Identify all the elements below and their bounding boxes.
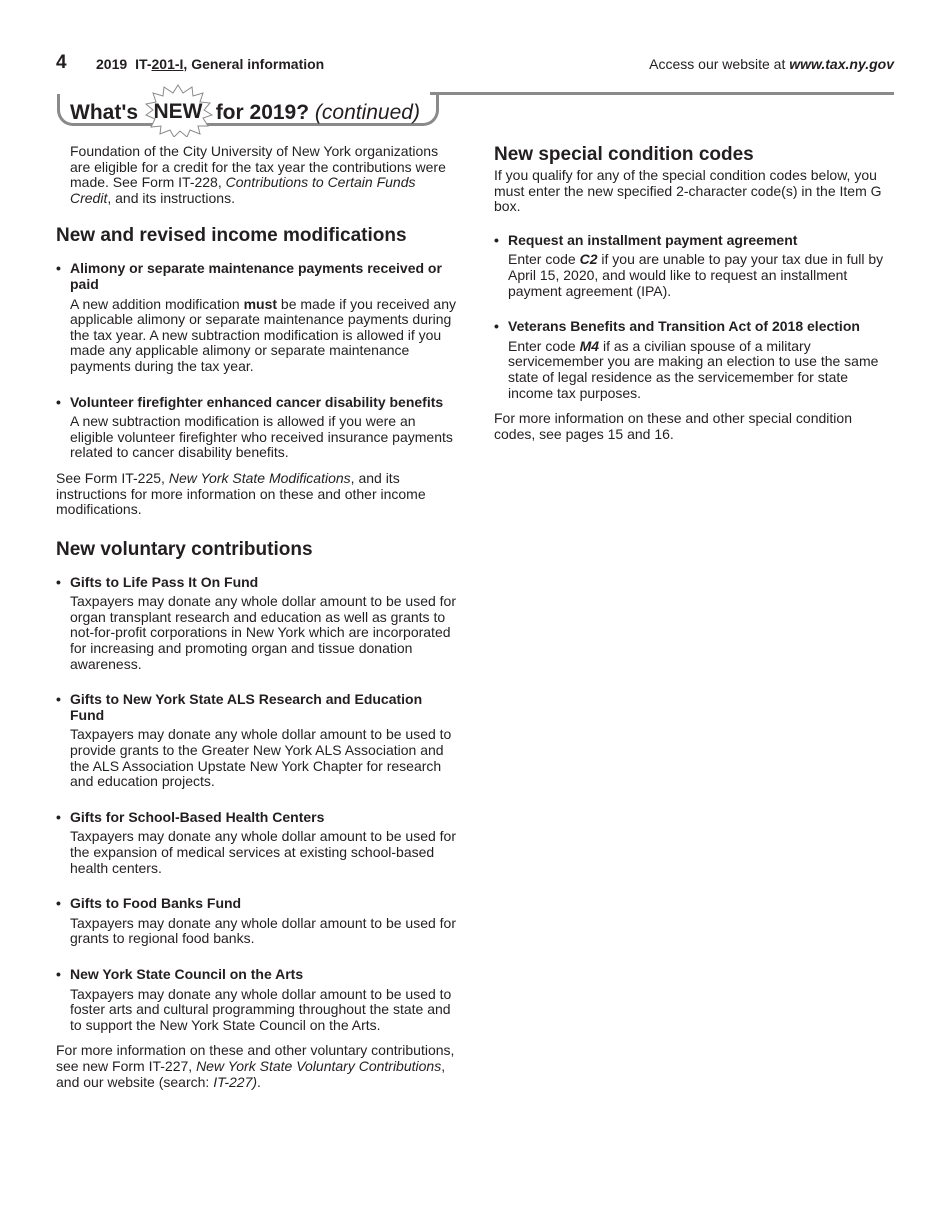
list-item-body xyxy=(508,339,894,401)
starburst-icon xyxy=(140,83,216,137)
list-item-title: Request an installment payment agreement xyxy=(508,231,798,248)
list-item-body: A new subtraction modification is allowed if you were an eligible volunteer firefighter who received insurance payments related to cancer disability benefits. xyxy=(70,413,453,461)
list-item-title: Volunteer firefighter enhanced cancer disability benefits xyxy=(70,393,444,410)
form-prefix: IT- xyxy=(135,56,152,72)
body-text: A new addition modification xyxy=(70,295,244,312)
list-item-title: Gifts to New York State ALS Research and Education Fund xyxy=(70,691,423,723)
website-label: Access our website at xyxy=(649,56,790,72)
bullet-dot: • xyxy=(494,231,499,248)
body-emphasis: must xyxy=(243,295,278,312)
list-item-title: Gifts to Food Banks Fund xyxy=(70,895,242,912)
form-number: 201-I xyxy=(151,56,184,72)
page-number: 4 xyxy=(56,52,67,73)
body-text: if as a civilian spouse of a military servicemember you are making an election to use the same state of legal residence as the servicemember for state income tax purposes. xyxy=(508,337,879,401)
website-notice xyxy=(649,56,894,72)
list-item xyxy=(56,967,460,1033)
list-item-body: Taxpayers may donate any whole dollar amount to be used for organ transplant research and education as well as grants to not-for-profit corporations in New York which are incorporated for increasing and promoting organ and tissue donation awareness. xyxy=(70,593,457,672)
new-badge xyxy=(144,97,210,125)
bullet-dot: • xyxy=(56,691,61,708)
list-item xyxy=(56,896,460,947)
list-item xyxy=(494,233,894,299)
list-item xyxy=(494,319,894,401)
intro-text: Foundation of the City University of New York organizations are eligible for a credit for the tax year the contributions were made. See Form IT-228, xyxy=(70,143,446,191)
note-text-end: , and its instructions for more information on these and other income modifications. xyxy=(56,469,426,518)
income-mods-heading: New and revised income modifications xyxy=(56,225,407,247)
list-item-title: Veterans Benefits and Transition Act of 2018 election xyxy=(508,318,860,335)
list-item-title: Gifts for School-Based Health Centers xyxy=(70,808,325,825)
note-form-name: New York State Voluntary Contributions xyxy=(196,1057,442,1074)
income-mods-note xyxy=(56,471,460,518)
note-text: For more information on these and other voluntary contributions, see new Form IT-227, xyxy=(56,1042,455,1074)
bullet-dot: • xyxy=(56,260,61,277)
note-search-term: IT-227) xyxy=(213,1073,258,1090)
bullet-dot: • xyxy=(56,393,61,410)
list-item xyxy=(56,395,460,461)
voluntary-list xyxy=(56,575,460,1034)
list-item xyxy=(56,261,460,374)
special-codes-note: For more information on these and other special condition codes, see pages 15 and 16. xyxy=(494,410,852,442)
body-text: be made if you received any applicable alimony or separate maintenance payments during the tax year. A new subtraction modification is allowed if you made any applicable alimony or separate maintenance payments during the tax year. xyxy=(70,295,457,374)
body-text: Enter code xyxy=(508,251,580,268)
voluntary-heading: New voluntary contributions xyxy=(56,538,313,560)
right-column xyxy=(494,144,894,442)
new-badge-label: NEW xyxy=(153,100,203,123)
list-item-title: Alimony or separate maintenance payments received or paid xyxy=(70,260,442,292)
intro-form-name: Contributions to Certain Funds Credit xyxy=(70,174,416,206)
note-form-name: New York State Modifications xyxy=(168,469,351,486)
note-text-end: . xyxy=(257,1073,261,1090)
banner-title-after: for 2019? xyxy=(215,101,310,124)
list-item-body: Taxpayers may donate any whole dollar amount to be used for the expansion of medical services at existing school-based health centers. xyxy=(70,828,457,876)
body-text: if you are unable to pay your tax due in full by April 15, 2020, and would like to request an installment payment agreement (IPA). xyxy=(508,251,884,299)
note-text: See Form IT-225, xyxy=(56,469,169,486)
form-title xyxy=(96,56,324,72)
list-item xyxy=(56,575,460,673)
list-item-title: Gifts to Life Pass It On Fund xyxy=(70,573,259,590)
note-text: , and our website (search: xyxy=(56,1057,446,1090)
form-suffix: , General information xyxy=(183,56,325,72)
body-text: Enter code xyxy=(508,337,580,354)
website-link[interactable]: www.tax.ny.gov xyxy=(789,56,894,72)
list-item xyxy=(56,810,460,876)
banner-continued: (continued) xyxy=(314,101,420,124)
bullet-dot: • xyxy=(56,965,61,982)
bullet-dot: • xyxy=(56,573,61,590)
list-item-body xyxy=(508,252,894,299)
header-rule xyxy=(430,92,894,95)
left-column xyxy=(56,144,460,1090)
list-item-body: Taxpayers may donate any whole dollar amount to be used to foster arts and cultural programming throughout the state and to support the New York State Council on the Arts. xyxy=(70,985,452,1033)
banner-title xyxy=(70,97,420,125)
special-codes-heading: New special condition codes xyxy=(494,144,754,165)
list-item-body xyxy=(70,297,460,375)
bullet-dot: • xyxy=(56,808,61,825)
list-item-body: Taxpayers may donate any whole dollar amount to be used for grants to regional food banks. xyxy=(70,914,457,947)
voluntary-note xyxy=(56,1043,460,1090)
list-item-title: New York State Council on the Arts xyxy=(70,965,304,982)
form-year: 2019 xyxy=(96,56,128,72)
intro-text-end: , and its instructions. xyxy=(107,189,235,206)
bullet-dot: • xyxy=(494,318,499,335)
special-codes-intro: If you qualify for any of the special condition codes below, you must enter the new specified 2-character code(s) in the Item G box. xyxy=(494,167,882,215)
bullet-dot: • xyxy=(56,895,61,912)
condition-code: M4 xyxy=(579,337,600,354)
list-item-body: Taxpayers may donate any whole dollar amount to be used to provide grants to the Greater New York ALS Association and the ALS Association Upstate New York Chapter for research and education projects. xyxy=(70,726,452,790)
intro-paragraph xyxy=(56,144,460,206)
condition-code: C2 xyxy=(579,251,598,268)
banner-title-before: What's xyxy=(70,101,138,124)
list-item xyxy=(56,692,460,790)
